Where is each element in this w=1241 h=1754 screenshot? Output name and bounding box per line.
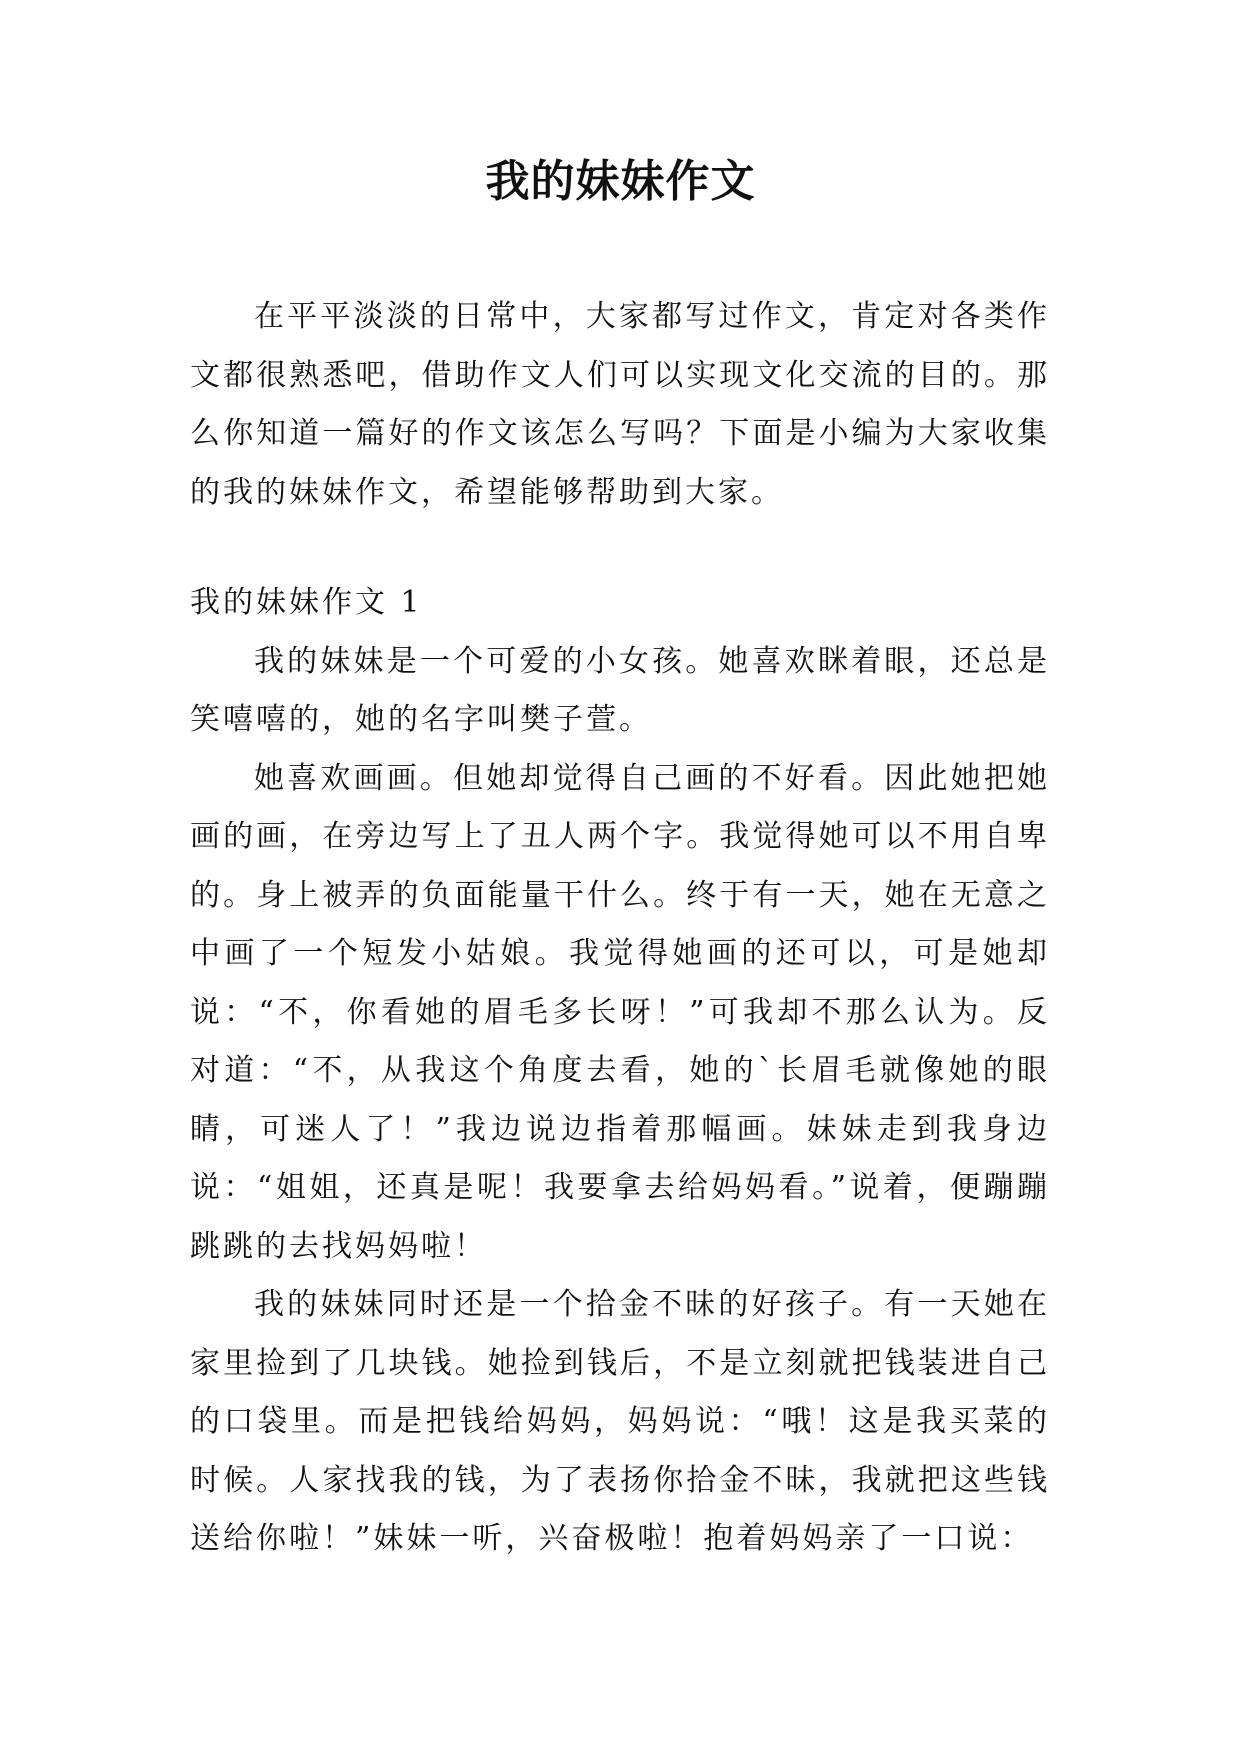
intro-paragraph: 在平平淡淡的日常中，大家都写过作文，肯定对各类作文都很熟悉吧，借助作文人们可以实现文化交流的目的。那么你知道一篇好的作文该怎么写吗？下面是小编为大家收集的我的妹妹作文，希望能够帮助到大家。 — [190, 299, 1050, 510]
document-body — [190, 288, 1050, 1569]
body-paragraph-1: 我的妹妹是一个可爱的小女孩。她喜欢眯着眼，还总是笑嘻嘻的，她的名字叫樊子萱。 — [190, 643, 1050, 737]
body-paragraph-3: 我的妹妹同时还是一个拾金不昧的好孩子。有一天她在家里捡到了几块钱。她捡到钱后，不是立刻就把钱装进自己的口袋里。而是把钱给妈妈，妈妈说：“哦！这是我买菜的时候。人家找我的钱，为了表扬你拾金不昧，我就把这些钱送给你啦！”妹妹一听，兴奋极啦！抱着妈妈亲了一口说： — [190, 1287, 1050, 1556]
document-title: 我的妹妹作文 — [485, 156, 756, 207]
section-heading: 我的妹妹作文 1 — [190, 585, 423, 620]
body-paragraph-2: 她喜欢画画。但她却觉得自己画的不好看。因此她把她画的画，在旁边写上了丑人两个字。我觉得她可以不用自卑的。身上被弄的负面能量干什么。终于有一天，她在无意之中画了一个短发小姑娘。我觉得她画的还可以，可是她却说：“不，你看她的眉毛多长呀！”可我却不那么认为。反对道：“不，从我这个角度去看，她的`长眉毛就像她的眼睛，可迷人了！”我边说边指着那幅画。妹妹走到我身边说：“姐姐，还真是呢！我要拿去给妈妈看。”说着，便蹦蹦跳跳的去找妈妈啦！ — [190, 760, 1050, 1264]
